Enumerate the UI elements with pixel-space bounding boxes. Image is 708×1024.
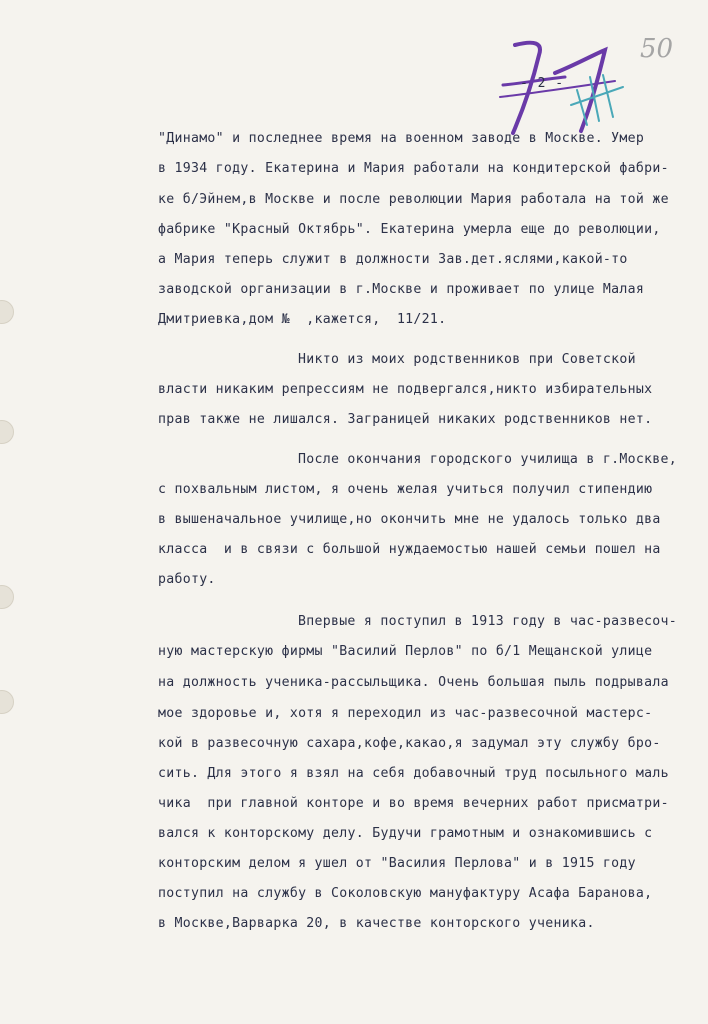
punch-hole bbox=[0, 420, 14, 444]
text-line: После окончания городского училища в г.Москве, bbox=[298, 452, 678, 467]
text-line: в 1934 году. Екатерина и Мария работали на кондитерской фабри- bbox=[158, 161, 669, 176]
punch-hole bbox=[0, 300, 14, 324]
text-line: а Мария теперь служит в должности Зав.дет.яслями,какой-то bbox=[158, 252, 628, 267]
text-line: чика при главной конторе и во время вечерних работ присматри- bbox=[158, 796, 669, 811]
text-line: кой в развесочную сахара,кофе,какао,я задумал эту службу бро- bbox=[158, 736, 661, 751]
text-line: на должность ученика-рассыльщика. Очень большая пыль подрывала bbox=[158, 675, 669, 690]
text-line: работу. bbox=[158, 572, 216, 587]
text-line: ке б/Эйнем,в Москве и после революции Мария работала на той же bbox=[158, 192, 669, 207]
punch-hole bbox=[0, 690, 14, 714]
text-line: конторским делом я ушел от "Василия Перлова" и в 1915 году bbox=[158, 856, 636, 871]
text-line: власти никаким репрессиям не подвергался,никто избирательных bbox=[158, 382, 653, 397]
text-line: Дмитриевка,дом № ,кажется, 11/21. bbox=[158, 312, 447, 327]
text-line: фабрике "Красный Октябрь". Екатерина умерла еще до революции, bbox=[158, 222, 661, 237]
punch-hole bbox=[0, 585, 14, 609]
text-line: сить. Для этого я взял на себя добавочный труд посыльного маль bbox=[158, 766, 669, 781]
text-line: ную мастерскую фирмы "Василий Перлов" по б/1 Мещанской улице bbox=[158, 644, 653, 659]
text-line: Никто из моих родственников при Советской bbox=[298, 352, 636, 367]
archive-page-number: 50 bbox=[640, 34, 674, 64]
text-line: заводской организации в г.Москве и проживает по улице Малая bbox=[158, 282, 645, 297]
text-line: "Динамо" и последнее время на военном заводе в Москве. Умер bbox=[158, 131, 645, 146]
typed-page-number: - 2 - bbox=[520, 76, 565, 91]
text-line: в Москве,Варварка 20, в качестве конторского ученика. bbox=[158, 916, 595, 931]
text-line: поступил на службу в Соколовскую мануфактуру Асафа Баранова, bbox=[158, 886, 653, 901]
text-line: Впервые я поступил в 1913 году в час-развесоч- bbox=[298, 614, 678, 629]
text-line: с похвальным листом, я очень желая учиться получил стипендию bbox=[158, 482, 653, 497]
text-line: класса и в связи с большой нуждаемостью нашей семьи пошел на bbox=[158, 542, 661, 557]
handwritten-archive-marks bbox=[495, 35, 645, 145]
text-line: мое здоровье и, хотя я переходил из час-развесочной мастерс- bbox=[158, 706, 653, 721]
text-line: вался к конторскому делу. Будучи грамотным и ознакомившись с bbox=[158, 826, 653, 841]
text-line: в вышеначальное училище,но окончить мне не удалось только два bbox=[158, 512, 661, 527]
text-line: прав также не лишался. Заграницей никаких родственников нет. bbox=[158, 412, 653, 427]
